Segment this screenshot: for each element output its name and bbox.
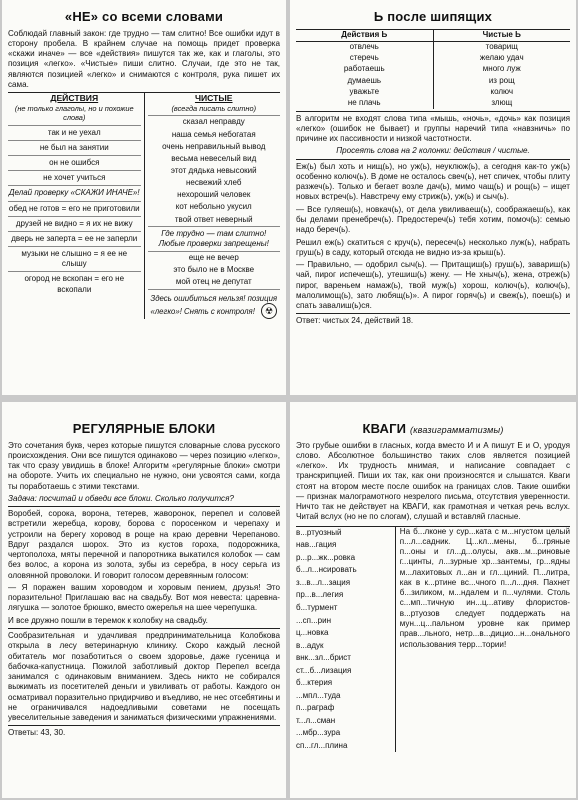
list-item: музыки не слышно = я ее не слышу — [8, 247, 141, 272]
list-item: весьма невеселый вид — [171, 153, 257, 163]
rule-text: В алгоритм не входят слова типа «мышь, «ночь», «дочь» как позиция «легко» (ошибок не бывает) и группы наречий типа «навзничь» по причине их пассивности и низкой частотности. — [296, 113, 570, 144]
card-title — [296, 421, 570, 438]
list-item: кот небольно укусил — [175, 202, 252, 212]
list-item: наша семья небогатая — [171, 129, 256, 139]
intro-text: Это грубые ошибки в гласных, когда вместо И и А пишут Е и О, уродуя слово. Абсолютное большинство таких слов является позицией «легко». Их трудность мнимая, и написание совпадает с транскрипцией. Пиши их так, как они произносятся и слышатся. Кваги стоят на втором месте после ошибок на границах слов. Такие ошибки — признак малограмотного незрелого письма, отсутствия уверенности. Ничто так не действует на КВАГИ, как грамотная и четкая речь вслух. Читай вслух (но не по слогам), слушай и вставляй гласные. — [296, 440, 570, 522]
list-item: твой ответ неверный — [148, 214, 281, 227]
list-item: уважьте — [349, 86, 380, 96]
list-item: отвлечь — [349, 42, 379, 52]
list-item: Делай проверку «СКАЖИ ИНАЧЕ»! — [8, 186, 141, 201]
card-kvagi — [290, 402, 576, 798]
list-item: ст...б...лизация — [296, 665, 352, 675]
column-header: ДЕЙСТВИЯ — [50, 93, 99, 104]
card-soft-sign — [290, 0, 576, 395]
list-item: из рощ — [488, 75, 515, 85]
exercise-text: На б...лконе у сур...ката с м...нгустом целый п...л...садник. Ц...кл...мены, б...гряные п...оны и гл...д...олусы, акв...м...риновые г...цинты, л...зурные хр...зантемы, гр...ядны м...лахитовых л...ан и гл...циний. П...литра, как в к...ртине вс...чного п...л...дня. Пахнет б...зиликом, м...ндалем и п...чулями. Столь с...мп...тичную ин...ц...ативу флористов-в...ртуозов следует поддержать на мун...ц...пальном уровне как пример прав...льного, нетр...в...дицио...н...онального использования терр...тории! — [399, 526, 570, 649]
list-item: пр...в...легия — [296, 590, 344, 600]
rule-note: Где трудно — там слитно! Любые проверки запрещены! — [148, 227, 281, 252]
list-item: еще не вечер — [188, 253, 239, 263]
list-item: внк...зл...брист — [296, 653, 351, 663]
list-item: много луж — [482, 64, 521, 74]
intro-text: Это сочетания букв, через которые пишутся словарные слова русского происхождения. Они все пишутся одинаково — через позицию «легко», так что сразу увидишь в блоке! Алгоритм «регулярные блоки» смотри на обороте. Учить их специально не нужно, они усвоятся сами, когда ты поработаешь с этими текстами. — [8, 440, 280, 491]
list-item: нехороший человек — [177, 190, 251, 200]
intro-text: Соблюдай главный закон: где трудно — там слитно! Все ошибки идут в сторону пробела. В крайнем случае на помощь придет проверка «скажи иначе» — все «действия» пишутся так же, как и глаголы, это позиция «легко». «Чистые» пиши слитно. Случаи, где это не так, являются позицией «легко» и снимаются с контроля, рука пишет их сама. — [8, 28, 280, 89]
title-sub: (квазиграмматизмы) — [410, 425, 504, 435]
list-item: желаю удач — [479, 53, 524, 63]
exercise-text: Воробей, сорока, ворона, тетерев, жаворонок, перепел и соловей встретили жеребца, корову, борова с поросенком и черепаху и устроили на берегу хоровод в роще на краю деревни Черепаново. Вдруг раздался шорох. Это из кустов гороха, подорожника, чертополоха, мяты перечной и папоротника выкатился колобок — сам без волос, а корона из золота, зубы из серебра, в носу серьга из оловянной проволоки. И говорит голосом деревянным голосом: — [8, 509, 280, 580]
warning-note — [148, 294, 281, 320]
warning-text: Здесь ошибиться нельзя! позиция «легко»! Снять с контроля! — [150, 293, 278, 317]
list-item: он не ошибся — [8, 156, 141, 171]
list-item: з...в...л...зация — [296, 577, 351, 587]
card-title: Ь после шипящих — [373, 9, 493, 24]
exercise-text: Сообразительная и удачливая предпринимательница Колобкова открыла в лесу ветеринарную клинику. Скоро каждый лесной обитатель мог позаботиться о своем здоровье, даже гусеница и бабочка-капустница. Пожилой заботливый доктор Перепел всегда занимался с одинаковым вниманием. Здесь никто не собирался выжимать из посетителей деньги и увиливать от работы. Каждого он осматривал поразительно придирчиво и въедливо, не нес отсебятины и не ограничивался надоедливыми советами не посещать увеселительные заведения и заниматься физическими упражнениями. — [8, 631, 280, 723]
list-item: ц...новка — [296, 628, 329, 638]
column-note: (всегда писать слитно) — [148, 104, 281, 116]
list-item: р...р...жк...ровка — [296, 552, 356, 562]
exercise-text: — Я поражен вашим хороводом и хоровым пением, друзья! Это поразительно! Приглашаю вас на свадьбу. Вот моя невеста: царевна-лягушка — золотое брюшко, вместо ожерелья на шее черепушка. — [8, 582, 280, 613]
list-item: товарищ — [485, 42, 518, 52]
list-item: обед не готов = его не приготовили — [8, 202, 141, 217]
list-item: друзей не видно = я их не вижу — [8, 217, 141, 232]
list-item: очень неправильный вывод — [162, 141, 266, 151]
list-item: не плачь — [347, 97, 381, 107]
list-item: т...л...сман — [296, 715, 336, 725]
list-item: не был на занятии — [8, 141, 141, 156]
column-note: (не только глаголы, но и похожие слова) — [8, 104, 141, 126]
list-item: это было не в Москве — [173, 265, 255, 275]
list-item: не хочет учиться — [8, 171, 141, 186]
soft-sign-table — [296, 29, 570, 109]
exercise-text: Еж(ь) был хоть и нищ(ь), но уж(ь), неуклюж(ь), а сегодня как-то уж(ь) особенно колюч(ь). В доме не осталось свеч(ь), нет спичек, чтобы плиту разжеч(ь). Только и бегает возле дач(ь), мимо чащ(ь) и рощ(ь) – ищет новых встреч(ь). Навстречу ему стриж(ь), уж(ь) и сыч(ь). — [296, 161, 570, 202]
list-item: нав...гация — [296, 540, 337, 550]
card-title: «НЕ» со всеми словами — [64, 9, 224, 24]
list-item: ...мпл...туда — [296, 690, 341, 700]
column-header: Чистые Ь — [434, 30, 571, 42]
actions-column — [296, 30, 434, 109]
column-header: Действия Ь — [296, 30, 433, 42]
list-item: стеречь — [349, 53, 379, 63]
list-item: колюч — [490, 86, 514, 96]
list-item: огород не вскопан = его не вскопали — [24, 274, 125, 294]
answer-text: Ответы: 43, 30. — [8, 725, 280, 738]
task-text: Задача: посчитай и обведи все блоки. Сколько получится? — [8, 494, 280, 507]
exercise-text: Решил еж(ь) скатиться с круч(ь), пересеч(ь) несколько луж(ь), набрать груш(ь) в саду, который отсюда не видно из-за крыш(ь). — [296, 237, 570, 257]
card-ne — [2, 0, 286, 395]
title-main: КВАГИ — [362, 421, 407, 436]
list-item: этот дядька невысокий — [170, 166, 257, 176]
column-header: ЧИСТЫЕ — [194, 93, 233, 104]
kvagi-exercise — [296, 526, 570, 753]
list-item: в...адук — [296, 640, 324, 650]
list-item: б...л...нсировать — [296, 565, 357, 575]
list-item: сказал неправду — [182, 117, 245, 127]
pure-column — [434, 30, 571, 109]
list-item: ...сп...рин — [296, 615, 332, 625]
list-item: несвежий хлеб — [185, 178, 242, 188]
actions-column — [8, 93, 145, 319]
task-text: Просеять слова на 2 колонки: действия / чистые. — [296, 146, 570, 159]
list-item: сп...гл...плина — [296, 740, 348, 750]
list-item: п...раграф — [296, 703, 335, 713]
bomb-icon: ☢ — [261, 303, 277, 319]
word-list — [296, 527, 396, 753]
list-item: б...ктерия — [296, 678, 333, 688]
card-regular-blocks — [2, 402, 286, 798]
list-item: мой отец не депутат — [148, 276, 281, 289]
list-item: ...мбр...зура — [296, 728, 341, 738]
list-item: б...турмент — [296, 603, 338, 612]
list-item: думаешь — [347, 75, 382, 85]
list-item: злющ — [491, 97, 513, 107]
exercise-text: И все дружно пошли в теремок к колобку на свадьбу. — [8, 616, 280, 629]
list-item: в...ртуозный — [296, 527, 342, 537]
list-item: так и не уехал — [8, 126, 141, 141]
exercise-text: — Все гуляеш(ь), новкач(ь), от дела увиливаеш(ь), соображаеш(ь), как бы делами пренебреч(ь). Предостереч(ь) тебя хотим, помоч(ь): семью надо береч(ь). — [296, 204, 570, 235]
pure-column — [145, 93, 281, 319]
list-item: работаешь — [343, 64, 385, 74]
card-title: РЕГУЛЯРНЫЕ БЛОКИ — [72, 421, 216, 436]
exercise-text: — Правильно, — одобрил сыч(ь). — Притащиш(ь) груш(ь), завариш(ь) чай, пирог испечеш(ь), утешиш(ь) жену. — Не хныч(ь), жена, отреж(ь) пирог, вареньем намаж(ь), твой муж(ь) хорош, колюч(ь), колюч(ь), малолимощ(ь), зато любящ(ь)». А пирог горяч(ь) и свеж(ь), поеш(ь) и спать завалиш(ь)ся. — [296, 260, 570, 311]
answer-text: Ответ: чистых 24, действий 18. — [296, 313, 570, 326]
list-item: дверь не заперта = ее не заперли — [8, 232, 141, 247]
